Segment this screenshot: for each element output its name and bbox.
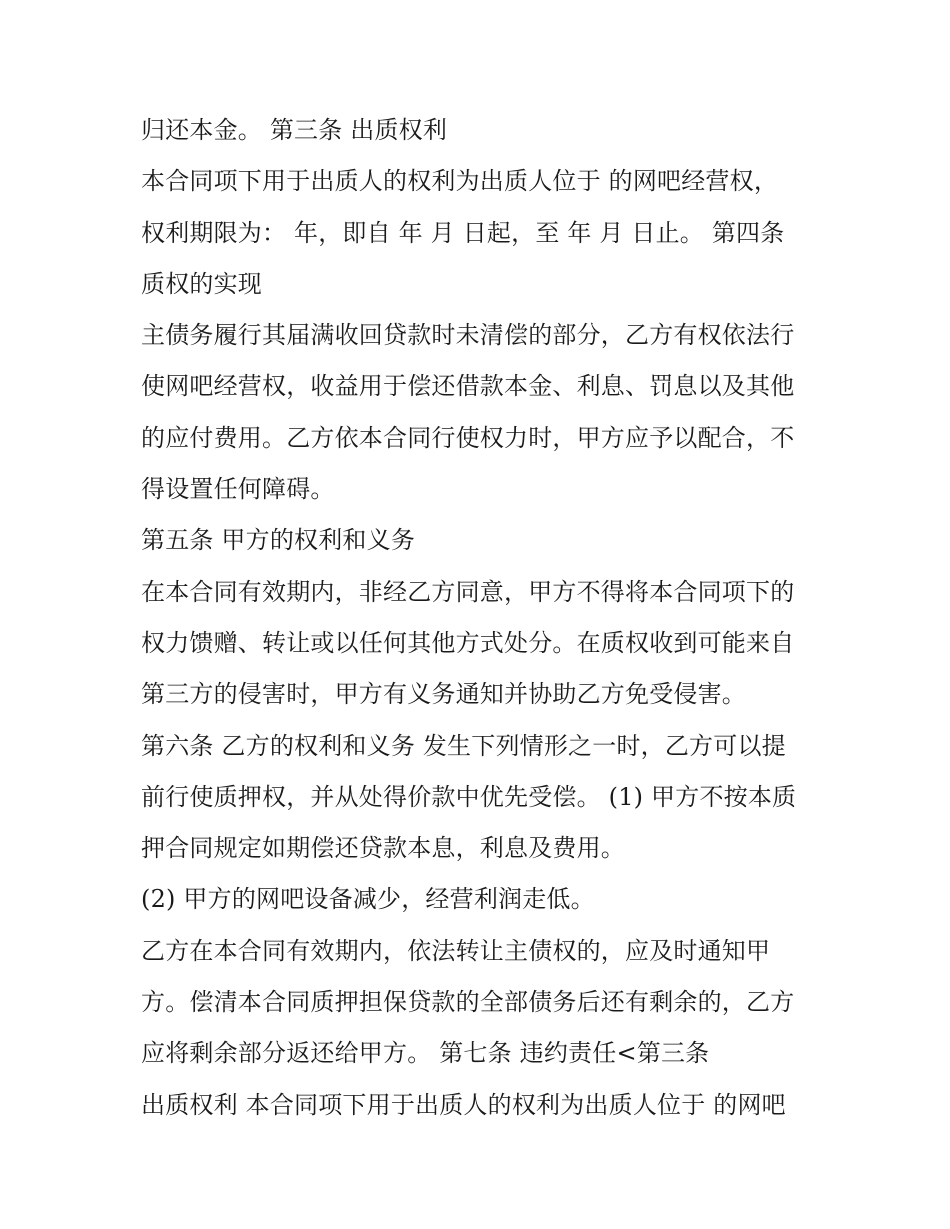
text-line: 方。偿清本合同质押担保贷款的全部债务后还有剩余的，乙方 xyxy=(141,988,795,1017)
text-line: 使网吧经营权，收益用于偿还借款本金、利息、罚息以及其他 xyxy=(141,372,795,401)
text-line: 权力馈赠、转让或以任何其他方式处分。在质权收到可能来自 xyxy=(141,628,795,657)
text-line: 第五条 甲方的权利和义务 xyxy=(141,526,416,555)
text-line: 的应付费用。乙方依本合同行使权力时，甲方应予以配合，不 xyxy=(141,423,795,452)
text-line: 在本合同有效期内，非经乙方同意，甲方不得将本合同项下的 xyxy=(141,577,795,606)
text-line: 质权的实现 xyxy=(141,269,262,298)
text-line: 归还本金。 第三条 出质权利 xyxy=(141,116,448,144)
text-line: (2) 甲方的网吧设备减少，经营利润走低。 xyxy=(141,885,595,914)
text-line: 第三方的侵害时，甲方有义务通知并协助乙方免受侵害。 xyxy=(141,680,746,709)
text-line: 权利期限为： 年，即自 年 月 日起，至 年 月 日止。 第四条 xyxy=(141,218,785,247)
text-line: 第六条 乙方的权利和义务 发生下列情形之一时，乙方可以提 xyxy=(141,731,786,760)
text-line: 出质权利 本合同项下用于出质人的权利为出质人位于 的网吧 xyxy=(141,1090,786,1119)
text-line: 主债务履行其届满收回贷款时未清偿的部分，乙方有权依法行 xyxy=(141,321,795,350)
text-line: 押合同规定如期偿还贷款本息，利息及费用。 xyxy=(141,834,625,863)
text-line: 前行使质押权，并从处得价款中优先受偿。 (1) 甲方不按本质 xyxy=(141,782,797,811)
text-line: 本合同项下用于出质人的权利为出质人位于 的网吧经营权， xyxy=(141,167,779,196)
document-body xyxy=(141,110,821,1136)
text-line: 得设置任何障碍。 xyxy=(141,475,335,504)
text-line: 乙方在本合同有效期内，依法转让主债权的，应及时通知甲 xyxy=(141,936,771,965)
text-line: 应将剩余部分返还给甲方。 第七条 违约责任<第三条 xyxy=(141,1039,710,1068)
